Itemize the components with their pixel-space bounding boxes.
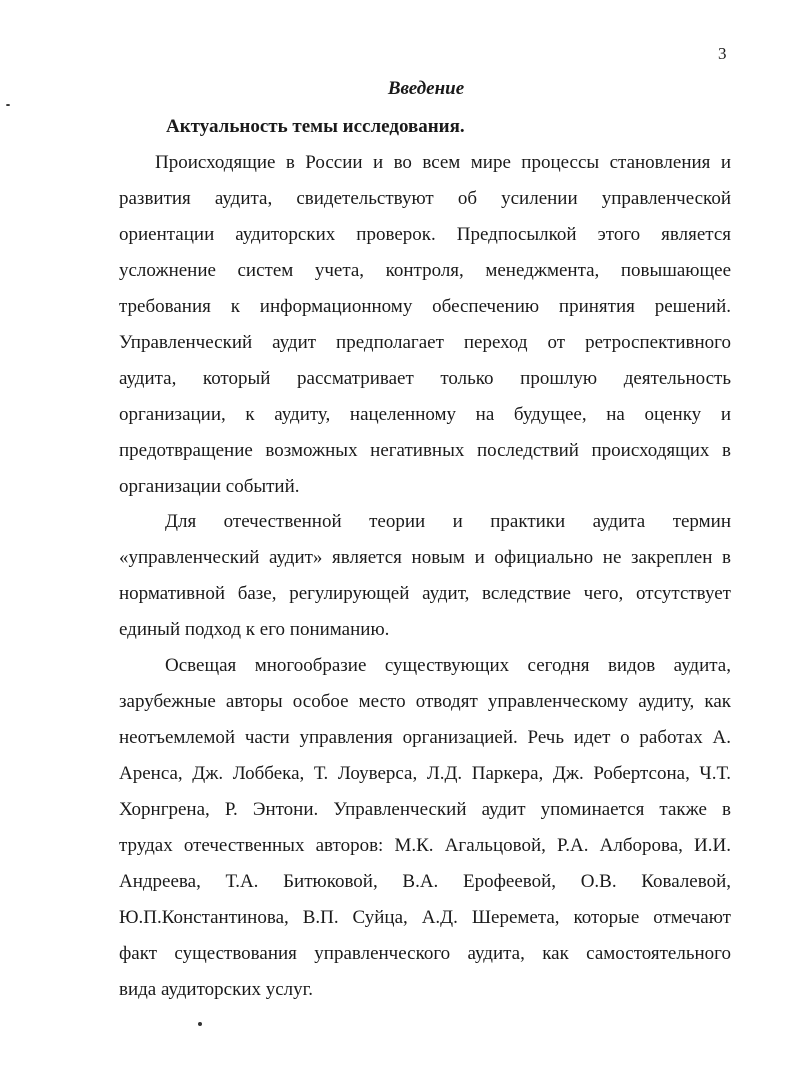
text-line: предотвращение возможных негативных последствий происходящих в — [119, 440, 731, 461]
text-line: неотъемлемой части управления организацией. Речь идет о работах А. — [119, 727, 731, 748]
text-line: факт существования управленческого аудита, как самостоятельного — [119, 943, 731, 964]
text-line: усложнение систем учета, контроля, менеджмента, повышающее — [119, 260, 731, 281]
text-line: развития аудита, свидетельствуют об усилении управленческой — [119, 188, 731, 209]
text-line: зарубежные авторы особое место отводят управленческому аудиту, как — [119, 691, 731, 712]
text-line: Освещая многообразие существующих сегодня видов аудита, — [165, 655, 731, 676]
text-line: нормативной базе, регулирующей аудит, вследствие чего, отсутствует — [119, 583, 731, 604]
text-line: Происходящие в России и во всем мире процессы становления и — [155, 152, 731, 173]
page-number: 3 — [718, 44, 727, 63]
paragraph-term-definition — [119, 504, 731, 648]
text-line: требования к информационному обеспечению принятия решений. — [119, 296, 731, 317]
text-line: Для отечественной теории и практики аудита термин — [165, 511, 731, 532]
text-line: организации событий. — [119, 476, 300, 497]
text-line: трудах отечественных авторов: М.К. Агальцовой, Р.А. Алборова, И.И. — [119, 835, 731, 856]
text-line: ориентации аудиторских проверок. Предпосылкой этого является — [119, 224, 731, 245]
text-line: Хорнгрена, Р. Энтони. Управленческий аудит упоминается также в — [119, 799, 731, 820]
section-heading: Введение — [387, 78, 465, 99]
text-line: Ю.П.Константинова, В.П. Суйца, А.Д. Шеремета, которые отмечают — [119, 907, 731, 928]
text-line: Аренса, Дж. Лоббека, Т. Лоуверса, Л.Д. Паркера, Дж. Робертсона, Ч.Т. — [119, 763, 731, 784]
text-line: единый подход к его пониманию. — [119, 619, 390, 640]
text-line: вида аудиторских услуг. — [119, 979, 314, 1000]
subsection-heading: Актуальность темы исследования. — [166, 116, 465, 137]
paragraph-relevance — [119, 145, 731, 505]
text-line: «управленческий аудит» является новым и официально не закреплен в — [119, 547, 731, 568]
paragraph-authors — [119, 648, 731, 1008]
scan-speck — [6, 104, 10, 106]
scan-speck — [198, 1022, 202, 1026]
text-line: Андреева, Т.А. Битюковой, В.А. Ерофеевой, О.В. Ковалевой, — [119, 871, 731, 892]
text-line: аудита, который рассматривает только прошлую деятельность — [119, 368, 731, 389]
text-line: организации, к аудиту, нацеленному на будущее, на оценку и — [119, 404, 731, 425]
text-line: Управленческий аудит предполагает переход от ретроспективного — [119, 332, 731, 353]
